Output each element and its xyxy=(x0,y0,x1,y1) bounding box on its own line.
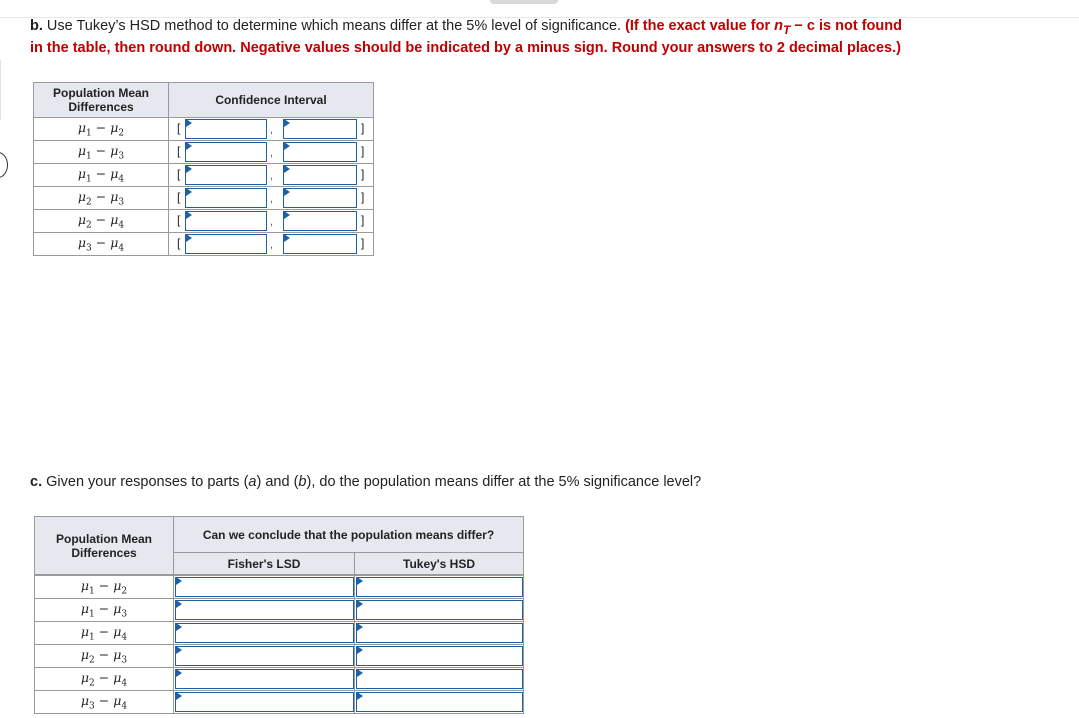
answer-cell xyxy=(174,599,355,622)
lower-bound-input[interactable] xyxy=(185,165,267,185)
mean-difference-label: $\mu_3 - \mu_4$ xyxy=(34,233,169,256)
fishers-lsd-dropdown[interactable] xyxy=(175,669,354,689)
confidence-interval-cell xyxy=(169,210,374,233)
upper-bound-input[interactable] xyxy=(283,211,357,231)
separator: , xyxy=(270,193,274,205)
tukeys-hsd-dropdown[interactable] xyxy=(356,577,523,597)
table-row xyxy=(35,622,524,645)
close-bracket: ] xyxy=(361,121,365,135)
part-b-note-line2: in the table, then round down. Negative values should be indicated by a minus sign. Round your answers to 2 decimal places.) xyxy=(30,40,901,56)
close-bracket: ] xyxy=(361,213,365,227)
answer-cell xyxy=(355,668,524,691)
answer-cell xyxy=(355,576,524,599)
mean-difference-label: $\mu_2 - \mu_3$ xyxy=(35,645,174,668)
header-tukeys-hsd: Tukey's HSD xyxy=(355,553,524,575)
answer-cell xyxy=(355,622,524,645)
mean-difference-label: $\mu_1 - \mu_3$ xyxy=(34,141,169,164)
table-row xyxy=(35,576,524,599)
table-row xyxy=(34,118,374,141)
separator: , xyxy=(270,216,274,228)
fishers-lsd-dropdown[interactable] xyxy=(175,646,354,666)
answer-cell xyxy=(174,668,355,691)
table-row xyxy=(35,668,524,691)
answer-cell xyxy=(174,691,355,714)
answer-cell xyxy=(355,691,524,714)
lower-bound-input[interactable] xyxy=(185,211,267,231)
separator: , xyxy=(270,170,274,182)
header-fishers-lsd: Fisher's LSD xyxy=(174,553,355,575)
open-bracket: [ xyxy=(177,190,181,204)
open-bracket: [ xyxy=(177,236,181,250)
header-population-mean-differences-c: Population Mean Differences xyxy=(35,517,174,575)
part-b-note: (If the exact value for $n_T - c$ is not found xyxy=(625,18,902,37)
close-bracket: ] xyxy=(361,167,365,181)
table-row xyxy=(35,691,524,714)
mean-difference-label: $\mu_1 - \mu_4$ xyxy=(34,164,169,187)
fishers-lsd-dropdown[interactable] xyxy=(175,692,354,712)
tukeys-hsd-dropdown[interactable] xyxy=(356,623,523,643)
answer-cell xyxy=(174,645,355,668)
mean-difference-label: $\mu_1 - \mu_4$ xyxy=(35,622,174,645)
upper-bound-input[interactable] xyxy=(283,165,357,185)
table-row xyxy=(34,164,374,187)
close-bracket: ] xyxy=(361,236,365,250)
confidence-interval-table xyxy=(33,82,374,256)
top-tab-handle xyxy=(490,0,558,4)
separator: , xyxy=(270,239,274,251)
part-b-label: b. xyxy=(30,18,43,34)
mean-difference-label: $\mu_2 - \mu_3$ xyxy=(34,187,169,210)
open-bracket: [ xyxy=(177,167,181,181)
table-row xyxy=(34,210,374,233)
mean-difference-label: $\mu_1 - \mu_2$ xyxy=(34,118,169,141)
part-c-prompt: c. Given your responses to parts (a) and (b), do the population means differ at the 5% significance level? xyxy=(30,474,702,490)
upper-bound-input[interactable] xyxy=(283,142,357,162)
left-edge-indicator xyxy=(0,152,8,178)
open-bracket: [ xyxy=(177,121,181,135)
table-row xyxy=(35,599,524,622)
confidence-interval-cell xyxy=(169,141,374,164)
fishers-lsd-dropdown[interactable] xyxy=(175,600,354,620)
upper-bound-input[interactable] xyxy=(283,188,357,208)
table-row xyxy=(35,645,524,668)
mean-difference-label: $\mu_2 - \mu_4$ xyxy=(35,668,174,691)
mean-difference-label: $\mu_3 - \mu_4$ xyxy=(35,691,174,714)
fishers-lsd-dropdown[interactable] xyxy=(175,623,354,643)
answer-cell xyxy=(355,645,524,668)
tukeys-hsd-dropdown[interactable] xyxy=(356,692,523,712)
open-bracket: [ xyxy=(177,213,181,227)
answer-cell xyxy=(355,599,524,622)
mean-difference-label: $\mu_2 - \mu_4$ xyxy=(34,210,169,233)
confidence-interval-cell xyxy=(169,233,374,256)
tukeys-hsd-dropdown[interactable] xyxy=(356,669,523,689)
close-bracket: ] xyxy=(361,144,365,158)
header-confidence-interval: Confidence Interval xyxy=(169,83,374,118)
separator: , xyxy=(270,147,274,159)
mean-difference-label: $\mu_1 - \mu_3$ xyxy=(35,599,174,622)
left-divider xyxy=(0,60,1,120)
open-bracket: [ xyxy=(177,144,181,158)
fishers-lsd-dropdown[interactable] xyxy=(175,577,354,597)
mean-difference-label: $\mu_1 - \mu_2$ xyxy=(35,576,174,599)
part-c-label: c. xyxy=(30,474,43,490)
confidence-interval-cell xyxy=(169,118,374,141)
close-bracket: ] xyxy=(361,190,365,204)
table-row xyxy=(34,141,374,164)
lower-bound-input[interactable] xyxy=(185,188,267,208)
conclusion-table xyxy=(34,516,524,714)
separator: , xyxy=(270,124,274,136)
table-row xyxy=(34,233,374,256)
table-row xyxy=(34,187,374,210)
part-b-text: Use Tukey’s HSD method to determine which means differ at the 5% level of significance. xyxy=(46,18,622,34)
confidence-interval-cell xyxy=(169,164,374,187)
upper-bound-input[interactable] xyxy=(283,234,357,254)
lower-bound-input[interactable] xyxy=(185,234,267,254)
confidence-interval-cell xyxy=(169,187,374,210)
tukeys-hsd-dropdown[interactable] xyxy=(356,600,523,620)
lower-bound-input[interactable] xyxy=(185,119,267,139)
answer-cell xyxy=(174,622,355,645)
upper-bound-input[interactable] xyxy=(283,119,357,139)
tukeys-hsd-dropdown[interactable] xyxy=(356,646,523,666)
header-population-mean-differences: Population Mean Differences xyxy=(34,83,169,118)
lower-bound-input[interactable] xyxy=(185,142,267,162)
header-conclusion: Can we conclude that the population means differ? xyxy=(174,517,524,553)
answer-cell xyxy=(174,576,355,599)
